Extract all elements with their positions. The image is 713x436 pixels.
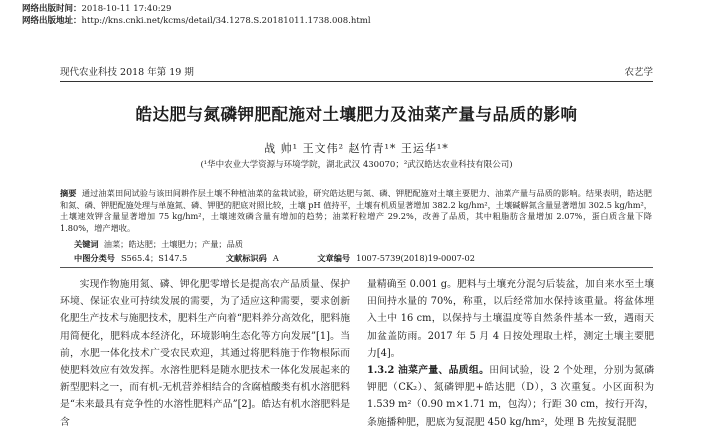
right-paragraph-1: 量精确至 0.001 g。肥料与土壤充分混匀后装盆，加自来水至土壤田间持水量的 70%，称重，以后经常加水保持该重量。将盆体埋入土中 16 cm，以保持与土壤温度等自然条件基本一致，遇雨天加盆盖防雨。2017 年 5 月 4 日按处理取土样，测定土壤主要肥力[4]。: [367, 279, 654, 359]
author-list: 战 帅¹ 王文伟² 赵竹青¹* 王运华¹*: [264, 142, 449, 155]
publish-url-label: 网络出版地址：: [22, 16, 82, 26]
abstract-text: 通过油菜田间试验与该田间耕作层土壤不种植油菜的盆栽试验，研究皓达肥与氮、磷、钾肥配施对土壤主要肥力、油菜产量与品质的影响。结果表明，皓达肥和氮、磷、钾肥配施处理与单施氮、磷、钾肥的肥底对照比较，土壤 pH 值持平，土壤有机质显著增加 382.2 kg/hm²，土壤碱解氮含量显著增加 302.5 kg/hm²，土壤速效钾含量显著增加 75 kg/hm²，土壤速效磷含量有增加的趋势；油菜籽粒增产 29.2%，改善了品质，其中粗脂肪含量增加 2.07%，蛋白质含量下降 1.80%，增产增收。: [60, 188, 652, 233]
clc-label: 中图分类号: [74, 253, 115, 263]
clc-group: [74, 253, 205, 263]
header-divider: [60, 81, 653, 82]
body-right-column: [367, 276, 654, 431]
article-id-group: [317, 253, 493, 263]
article-id-value: 1007-5739(2018)19-0007-02: [356, 253, 475, 263]
classification-line: [74, 253, 634, 264]
section-name: 农艺学: [624, 67, 653, 78]
body-divider: [60, 267, 653, 268]
doc-code-group: [226, 253, 297, 263]
publish-time-value: 2018-10-11 17:40:29: [81, 4, 172, 14]
article-id-label: 文章编号: [317, 253, 351, 263]
publication-info: [22, 3, 371, 27]
publish-url-value[interactable]: http://kns.cnki.net/kcms/detail/34.1278.S.20181011.1738.008.html: [81, 16, 371, 26]
keywords-text: 油菜；皓达肥；土壤肥力；产量；品质: [103, 239, 243, 249]
right-paragraph-2-text: 田间试验，设 2 个处理，分别为氮磷钾肥（CK₂）、氮磷钾肥+皓达肥（D），3 次重复。小区面积为 1.539 m²（0.90 m×1.71 m，包沟）；行距 30 cm，按行开沟，条施播种肥，肥底为复混肥 450 kg/hm²，处理 B 先按复混肥: [367, 365, 654, 428]
doc-code-value: A: [272, 253, 279, 263]
publish-time-label: 网络出版时间：: [22, 4, 82, 14]
body-left-column: 实现作物施用氮、磷、钾化肥零增长是提高农产品质量、保护环境、保证农业可持续发展的需要，为了适应这种需要，要求创新化肥生产技术与施肥技术，肥料生产向着“肥料养分高效化，肥料施用简便化，肥料成本经济化，环境影响生态化等方向发展”[1]。当前，水肥一体化技术广受农民欢迎，其通过将肥料施于作物根际而使肥料效应有效发挥。水溶性肥料是随水肥技术一体化发展起来的新型肥料之一，而有机-无机营养相结合的含腐植酸类有机水溶肥料是“未来最具有竞争性的水溶性肥料产品”[2]。皓达有机水溶肥料是含: [60, 279, 350, 428]
keywords-label: 关键词: [74, 239, 99, 249]
running-header: [60, 64, 653, 78]
clc-value: S565.4；S147.5: [120, 253, 188, 263]
right-paragraph-2: [367, 362, 654, 431]
abstract: [60, 188, 652, 234]
abstract-label: 摘要: [60, 188, 77, 198]
journal-issue: 现代农业科技 2018 年第 19 期: [60, 67, 194, 78]
publish-url-line: [22, 15, 371, 27]
keywords: [74, 239, 243, 250]
paper-title: 皓达肥与氮磷钾肥配施对土壤肥力及油菜产量与品质的影响: [135, 105, 578, 124]
section-heading: 1.3.2 油菜产量、品质组。: [367, 365, 490, 377]
doc-code-label: 文献标识码: [225, 253, 267, 263]
affiliation: (¹华中农业大学资源与环境学院，湖北武汉 430070；²武汉皓达农业科技有限公司): [200, 160, 513, 170]
publish-time-line: [22, 3, 371, 15]
